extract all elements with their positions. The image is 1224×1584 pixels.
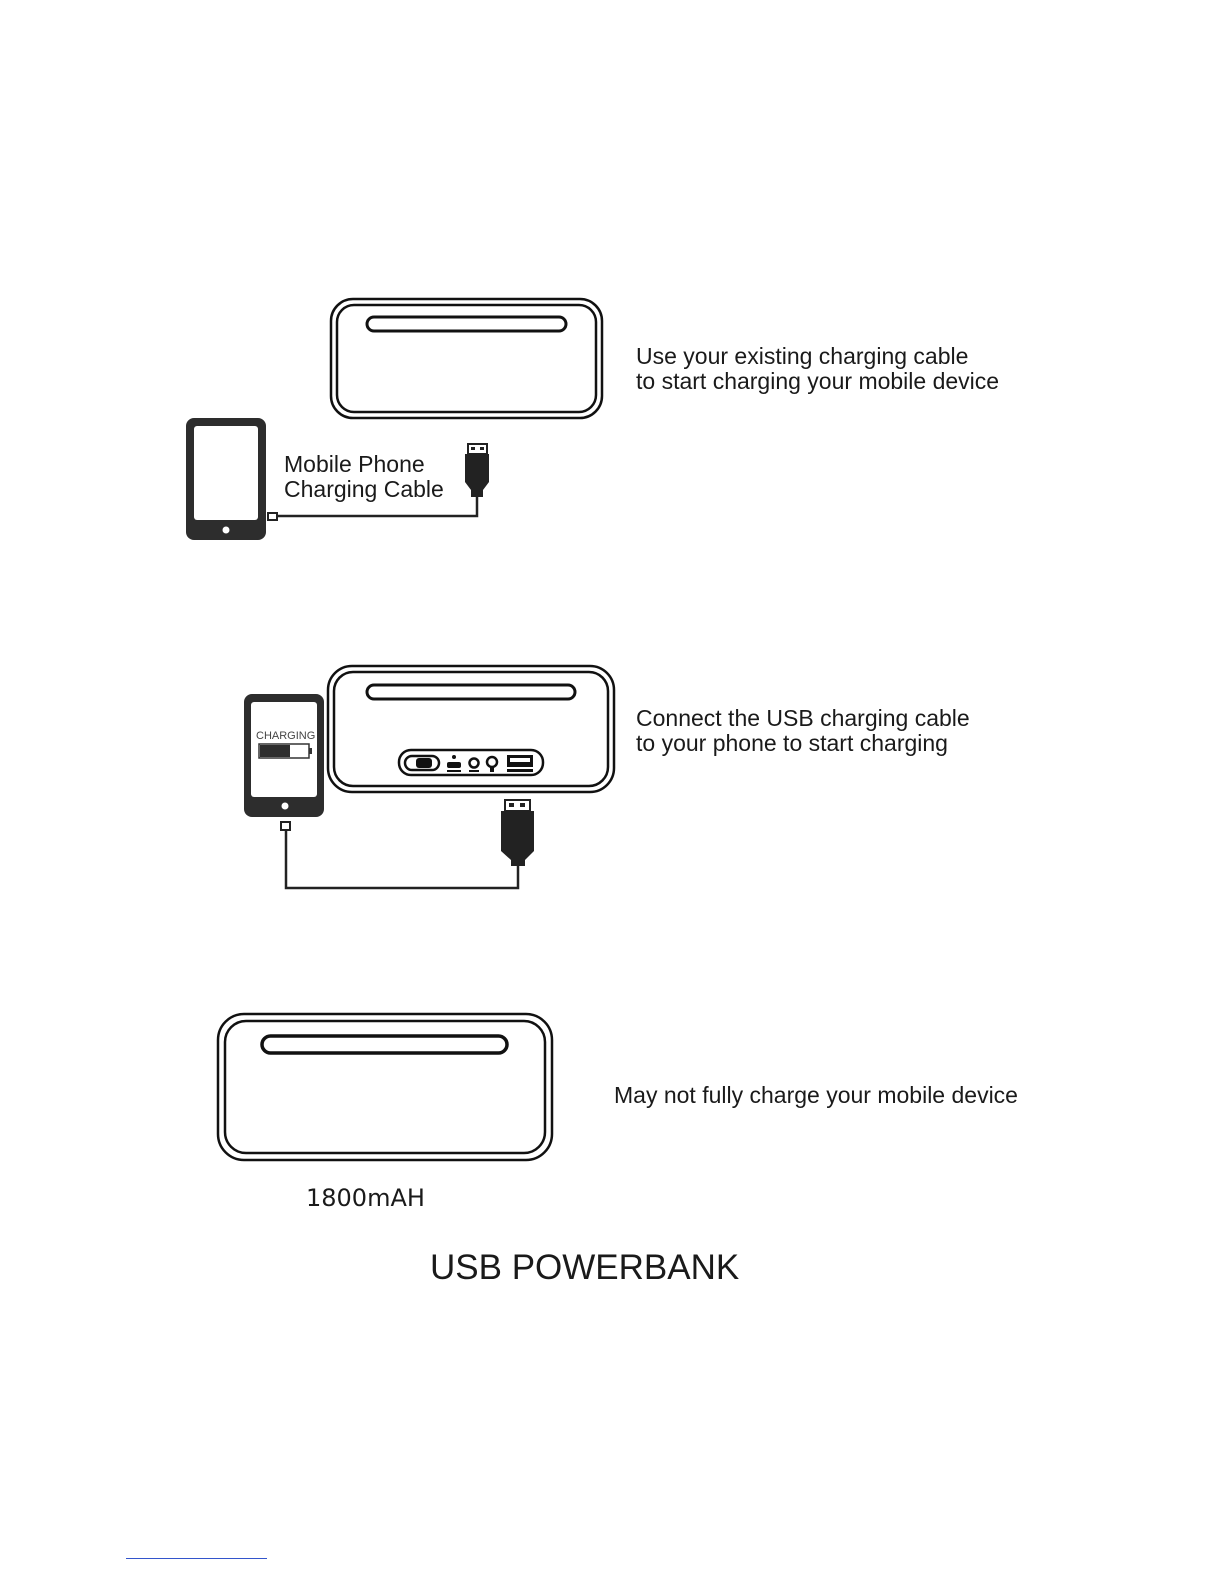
charging-screen-text: CHARGING [256, 730, 316, 742]
step-3-line-1: May not fully charge your mobile device [614, 1082, 1018, 1108]
powerbank-top-view-1 [331, 299, 602, 418]
cable-label-line-2: Charging Cable [284, 476, 444, 502]
cable-label [284, 452, 444, 502]
light-bulb-icon [487, 757, 497, 772]
step-3-instruction [614, 1083, 1018, 1108]
charging-phone-icon [244, 694, 324, 817]
step-1-line-2: to start charging your mobile device [636, 368, 1000, 394]
step-1-instruction [636, 344, 999, 394]
dc-port-icon [469, 759, 479, 773]
usb-plug-icon-2 [501, 800, 534, 866]
mobile-phone-icon [186, 418, 266, 540]
powerbank-top-view-3 [218, 1014, 552, 1160]
cable-label-line-1: Mobile Phone [284, 451, 425, 477]
footer-divider [126, 1558, 267, 1559]
powerbank-front-view [328, 666, 614, 792]
page-title: USB POWERBANK [430, 1248, 740, 1287]
micro-usb-port-icon [447, 755, 461, 772]
powerbank-port-panel [405, 755, 533, 772]
capacity-label: 1800mAH [306, 1184, 425, 1212]
step-2-line-2: to your phone to start charging [636, 730, 948, 756]
usb-output-port-icon [507, 755, 533, 772]
step-1-line-1: Use your existing charging cable [636, 343, 969, 369]
usb-plug-icon [465, 444, 489, 497]
usb-charging-cable-2 [281, 822, 518, 888]
step-2-instruction [636, 706, 970, 756]
step-2-line-1: Connect the USB charging cable [636, 705, 970, 731]
